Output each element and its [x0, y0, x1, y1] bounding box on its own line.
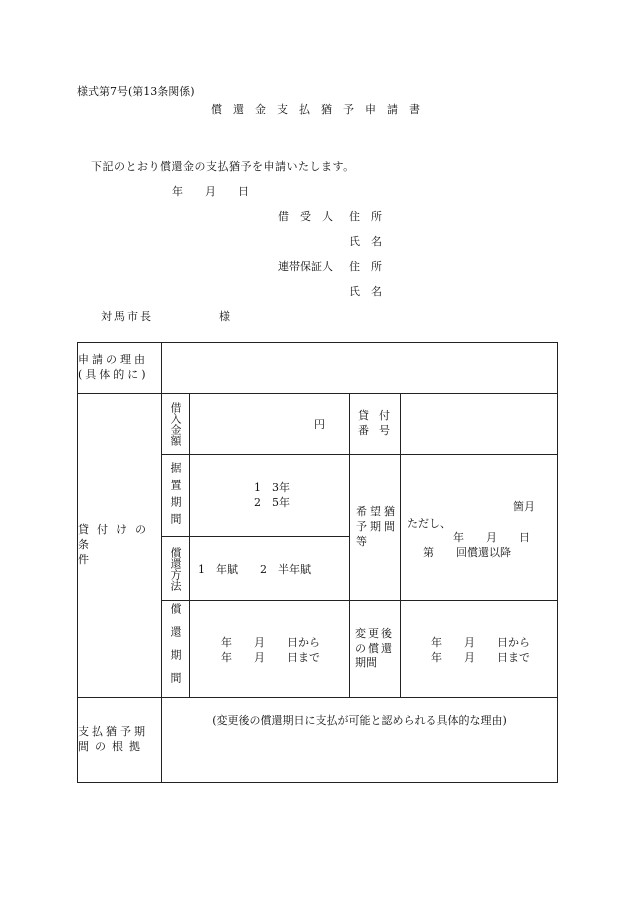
period-to: 年 月 日まで	[221, 651, 320, 664]
loan-number-label-line2: 番号	[358, 424, 400, 437]
installment-line: 第 回償還以降	[423, 546, 511, 559]
basis-input-cell[interactable]	[162, 698, 558, 783]
guarantor-label: 連帯保証人	[278, 260, 333, 273]
basis-row	[78, 698, 558, 783]
basis-label-line2: 間の根拠	[78, 740, 146, 753]
loan-amount-row	[78, 394, 558, 455]
document-title: 償還金支払猶予申請書	[211, 103, 431, 116]
desired-label-line2: 予期間	[356, 520, 398, 534]
repayment-period-label: 償還期間	[169, 603, 182, 695]
deferment-option-1: 1 3年	[254, 481, 290, 494]
yen-unit: 円	[314, 418, 325, 431]
reason-label-cell	[78, 343, 162, 394]
desired-label-line3: 等	[356, 534, 367, 548]
conditions-label-cell	[78, 394, 162, 698]
deferment-period-label: 据置期間	[169, 461, 182, 530]
request-statement: 下記のとおり償還金の支払猶予を申請いたします。	[91, 160, 355, 173]
reason-label-line1: 申請の理由	[78, 353, 148, 367]
application-date: 年 月 日	[172, 185, 249, 198]
deferment-period-label-cell	[162, 455, 190, 537]
conditions-label-line1: 貸付けの	[78, 523, 154, 537]
addressee-office: 対馬市長	[101, 310, 153, 323]
loan-number-input-cell[interactable]	[401, 394, 558, 455]
new-period-from: 年 月 日から	[431, 636, 530, 649]
repayment-period-label-cell	[162, 601, 190, 698]
loan-amount-label: 借入金額	[169, 402, 182, 446]
after-change-label-cell	[350, 601, 401, 698]
borrower-label: 借受人	[278, 210, 344, 223]
deferment-period-options-cell[interactable]	[190, 455, 350, 537]
period-from: 年 月 日から	[221, 636, 320, 649]
form-number: 様式第7号(第13条関係)	[77, 85, 195, 98]
guarantor-name-label: 氏名	[349, 285, 393, 298]
repayment-method-label-cell	[162, 537, 190, 601]
borrower-name-label: 氏名	[349, 235, 393, 248]
reason-label-line2: (具体的に)	[78, 368, 149, 381]
months-unit: 箇月	[513, 500, 535, 513]
reason-input-cell[interactable]	[162, 343, 558, 394]
desired-date-line: 年 月 日	[453, 531, 530, 544]
deferment-option-2: 2 5年	[254, 496, 290, 509]
basis-label-line1: 支払猶予期	[78, 725, 148, 739]
loan-amount-input-cell[interactable]	[190, 394, 350, 455]
loan-number-label-line1: 貸付	[358, 409, 400, 423]
repayment-period-input-cell[interactable]	[190, 601, 350, 698]
new-period-to: 年 月 日まで	[431, 651, 530, 664]
repayment-method-label: 償還方法	[169, 546, 182, 591]
borrower-address-label: 住所	[349, 210, 393, 223]
reason-row	[78, 343, 558, 394]
desired-label-line1: 希望猶	[356, 505, 398, 519]
repayment-method-options-cell[interactable]	[190, 537, 350, 601]
new-period-input-cell[interactable]	[401, 601, 558, 698]
addressee-honorific: 様	[219, 310, 230, 323]
loan-number-label-cell	[350, 394, 401, 455]
repayment-method-options: 1 年賦 2 半年賦	[198, 563, 311, 576]
desired-period-input-cell[interactable]	[401, 455, 558, 601]
after-change-label-line2: の償還	[355, 641, 394, 655]
after-change-label-line3: 期間	[355, 656, 377, 670]
loan-amount-label-cell	[162, 394, 190, 455]
conditions-label-line2: 条件	[78, 538, 125, 566]
guarantor-address-label: 住所	[349, 260, 393, 273]
basis-label-cell	[78, 698, 162, 783]
desired-period-label-cell	[350, 455, 401, 601]
after-change-label-line1: 変更後	[355, 626, 394, 640]
basis-note: (変更後の償還期日に支払が可能と認められる具体的な理由)	[212, 714, 507, 727]
proviso-text: ただし、	[407, 517, 451, 530]
application-form-table	[77, 342, 558, 783]
